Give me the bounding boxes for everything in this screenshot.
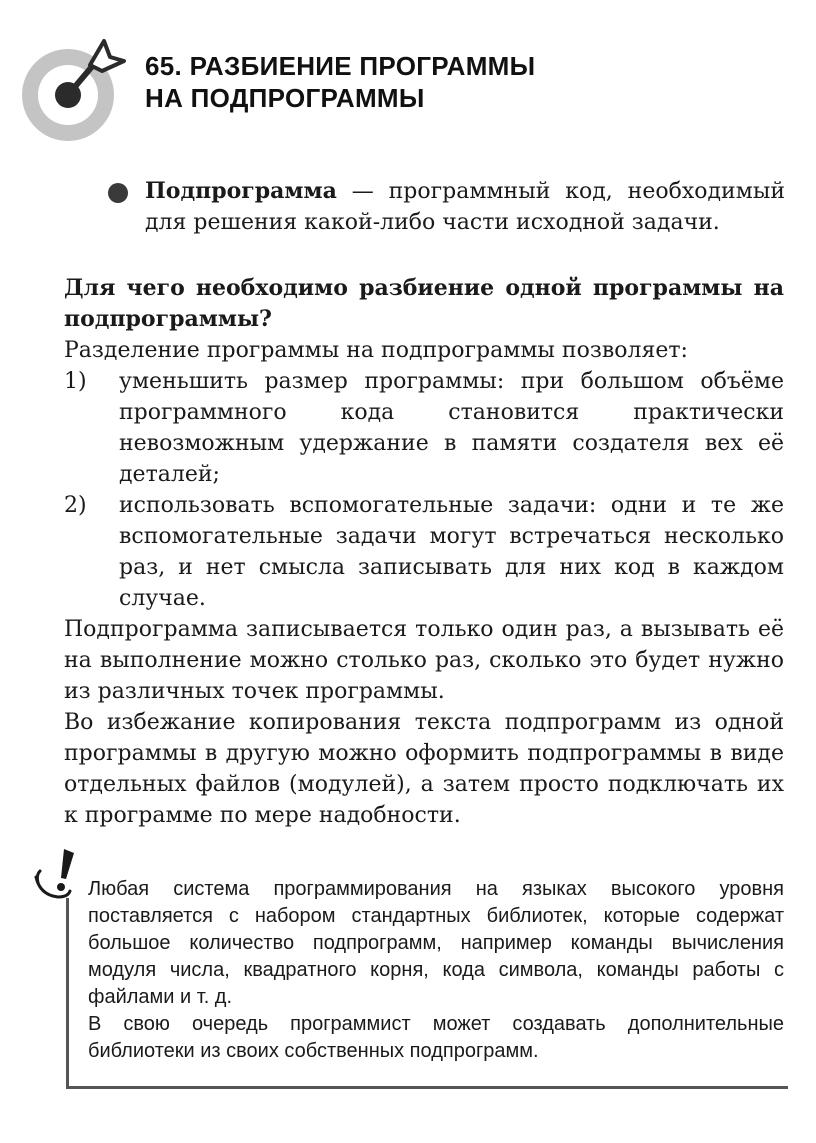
target-arrow-icon [20, 35, 130, 145]
list-intro: Разделение программы на подпрограммы позволяет: [64, 338, 688, 363]
definition-text: — программный код, необходимый для решения какой-либо части исходной задачи. [145, 179, 785, 235]
list-item-number: 1) [64, 369, 87, 394]
exclamation-hand-icon [28, 845, 88, 905]
paragraph: Во избежание копирования текста подпрограмм из одной программы в другую можно оформить подпрограммы в виде отдельных файлов (модулей), а затем просто подключать их к программе по мере надобности. [64, 710, 784, 828]
list-item [64, 366, 784, 490]
bullet-icon [108, 183, 128, 203]
section-question: Для чего необходимо разбиение одной программы на подпрограммы? [64, 275, 784, 332]
title-line-2: НА ПОДПРОГРАММЫ [145, 83, 425, 113]
benefits-list [64, 366, 784, 614]
list-item-text: уменьшить размер программы: при большом объёме программного кода становится практически невозможным удержание в памяти создателя вех её деталей; [119, 369, 784, 487]
title-line-1: 65. РАЗБИЕНИЕ ПРОГРАММЫ [145, 51, 536, 81]
paragraph: Подпрограмма записывается только один раз, а вызывать её на выполнение можно столько раз, сколько это будет нужно из различных точек программы. [64, 617, 784, 704]
list-item-text: использовать вспомогательные задачи: одни и те же вспомогательные задачи могут встречаться несколько раз, и нет смысла записывать для них код в каждом случае. [119, 493, 784, 611]
note-border-horizontal [66, 1086, 788, 1089]
main-text [64, 273, 784, 831]
note-border-vertical [66, 898, 69, 1088]
note-box [88, 876, 784, 1065]
list-item-number: 2) [64, 493, 87, 518]
note-paragraph: В свою очередь программист может создавать дополнительные библиотеки из своих собственных подпрограмм. [88, 1013, 784, 1062]
definition-block [145, 176, 785, 238]
definition-term: Подпрограмма [145, 178, 337, 204]
note-paragraph: Любая система программирования на языках высокого уровня поставляется с набором стандартных библиотек, которые содержат большое количество подпрограмм, например команды вычисления модуля числа, квадратного корня, кода символа, команды работы с файлами и т. д. [88, 878, 784, 1008]
page-title [145, 50, 745, 114]
list-item [64, 490, 784, 614]
